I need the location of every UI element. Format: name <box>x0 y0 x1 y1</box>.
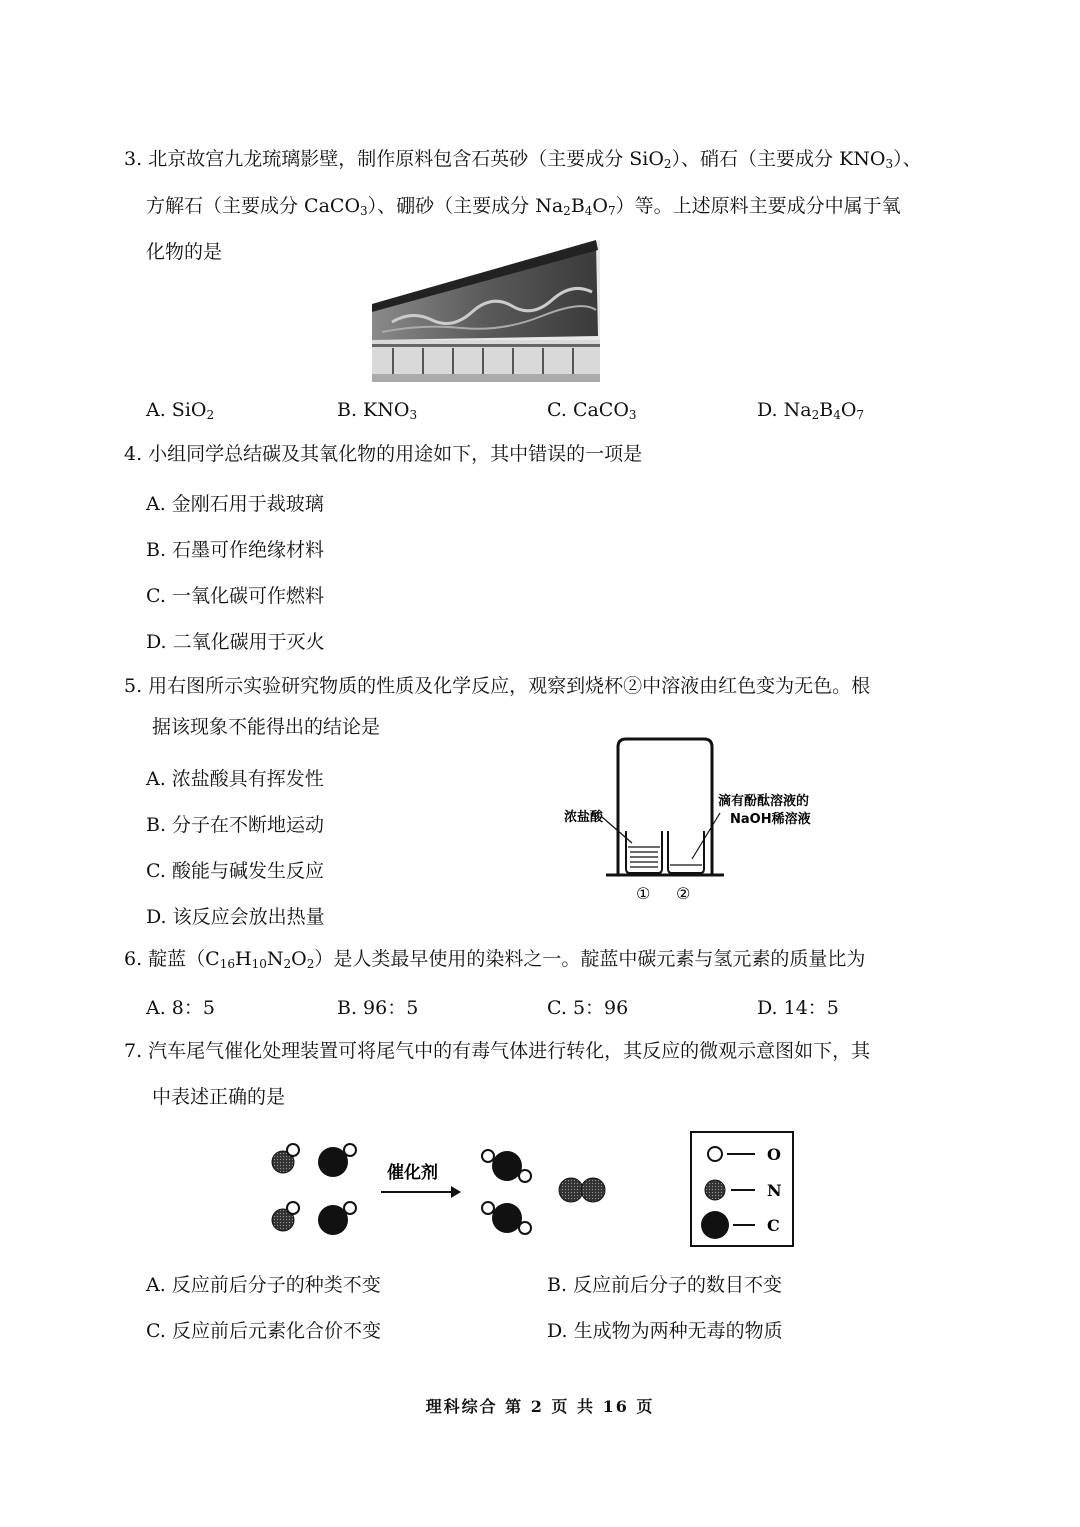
page-footer: 理科综合 第 2 页 共 16 页 <box>425 1397 655 1416</box>
q3-stem-line2: 方解石（主要成分 CaCO$_3$）、硼砂（主要成分 $Na_2B_4O_7$）等。上述原料主要成分中属于氧 <box>146 195 901 218</box>
fig-label-conc-hcl: 浓盐酸 <box>564 810 604 825</box>
q6-stem: 6. 靛蓝$(C_{16}H_{10}N_2O_2)$是人类最早使用的染料之一。靛蓝中碳元素与氢元素的质量比为 <box>124 948 866 971</box>
q5-option-b[interactable]: B. 分子在不断地运动 <box>146 814 325 836</box>
q7-option-c[interactable]: C. 反应前后元素化合价不变 <box>146 1320 381 1342</box>
no-molecule <box>272 1144 299 1173</box>
legend-o: O <box>767 1145 781 1164</box>
q7-stem-line1: 7. 汽车尾气催化处理装置可将尾气中的有毒气体进行转化，其反应的微观示意图如下，其 <box>124 1040 871 1062</box>
n2-molecule <box>559 1178 605 1202</box>
co2-molecule <box>482 1202 531 1234</box>
no-molecule <box>272 1202 299 1231</box>
q3-option-b[interactable]: B. $KNO_3$ <box>337 399 418 422</box>
q4-option-a[interactable]: A. 金刚石用于裁玻璃 <box>146 493 324 515</box>
co2-molecule <box>482 1150 531 1182</box>
q3-stem-line1: 3. 北京故宫九龙琉璃影壁，制作原料包含石英砂（主要成分 SiO$_2$）、硝石（主要成分 $KNO_3$）、 <box>124 148 922 171</box>
q7-option-a[interactable]: A. 反应前后分子的种类不变 <box>146 1274 381 1296</box>
legend-c: C <box>767 1216 780 1235</box>
q5-option-a[interactable]: A. 浓盐酸具有挥发性 <box>146 768 324 790</box>
legend-n: N <box>767 1181 782 1200</box>
q4-stem: 4. 小组同学总结碳及其氧化物的用途如下，其中错误的一项是 <box>124 443 643 465</box>
q3-option-a[interactable]: A. SiO$_2$ <box>146 399 215 422</box>
beaker-1-label: ① <box>636 884 651 903</box>
q7-option-d[interactable]: D. 生成物为两种无毒的物质 <box>547 1320 783 1342</box>
q3-number: 3. <box>124 148 143 170</box>
beaker-2-label: ② <box>676 884 691 903</box>
q5-option-c[interactable]: C. 酸能与碱发生反应 <box>146 860 324 882</box>
q6-option-b[interactable]: B. 96：5 <box>337 997 419 1019</box>
q3-option-c[interactable]: C. CaCO$_3$ <box>547 399 637 422</box>
q5-stem-line2: 据该现象不能得出的结论是 <box>152 716 381 738</box>
fig-label-naoh-2: NaOH稀溶液 <box>730 812 811 827</box>
fig-label-naoh-1: 滴有酚酞溶液的 <box>718 794 810 809</box>
q3-option-d[interactable]: D. $Na_2B_4O_7$ <box>757 399 865 422</box>
q5-option-d[interactable]: D. 该反应会放出热量 <box>146 906 325 928</box>
co-molecule <box>318 1144 356 1177</box>
q6-option-c[interactable]: C. 5：96 <box>547 997 629 1019</box>
q7-reaction-diagram <box>255 1128 800 1250</box>
q6-option-a[interactable]: A. 8：5 <box>146 997 215 1019</box>
q7-stem-line2: 中表述正确的是 <box>152 1086 286 1108</box>
glazed-wall-photo <box>372 240 600 382</box>
q7-option-b[interactable]: B. 反应前后分子的数目不变 <box>547 1274 783 1296</box>
co-molecule <box>318 1202 356 1235</box>
q4-option-b[interactable]: B. 石墨可作绝缘材料 <box>146 539 325 561</box>
q5-stem-line1: 5. 用右图所示实验研究物质的性质及化学反应，观察到烧杯②中溶液由红色变为无色。根 <box>124 675 871 697</box>
catalyst-label: 催化剂 <box>387 1163 438 1183</box>
q5-experiment-figure <box>560 735 830 905</box>
q3-stem-line3: 化物的是 <box>146 241 223 263</box>
q4-option-c[interactable]: C. 一氧化碳可作燃料 <box>146 585 324 607</box>
q4-option-d[interactable]: D. 二氧化碳用于灭火 <box>146 631 325 653</box>
q6-option-d[interactable]: D. 14：5 <box>757 997 839 1019</box>
